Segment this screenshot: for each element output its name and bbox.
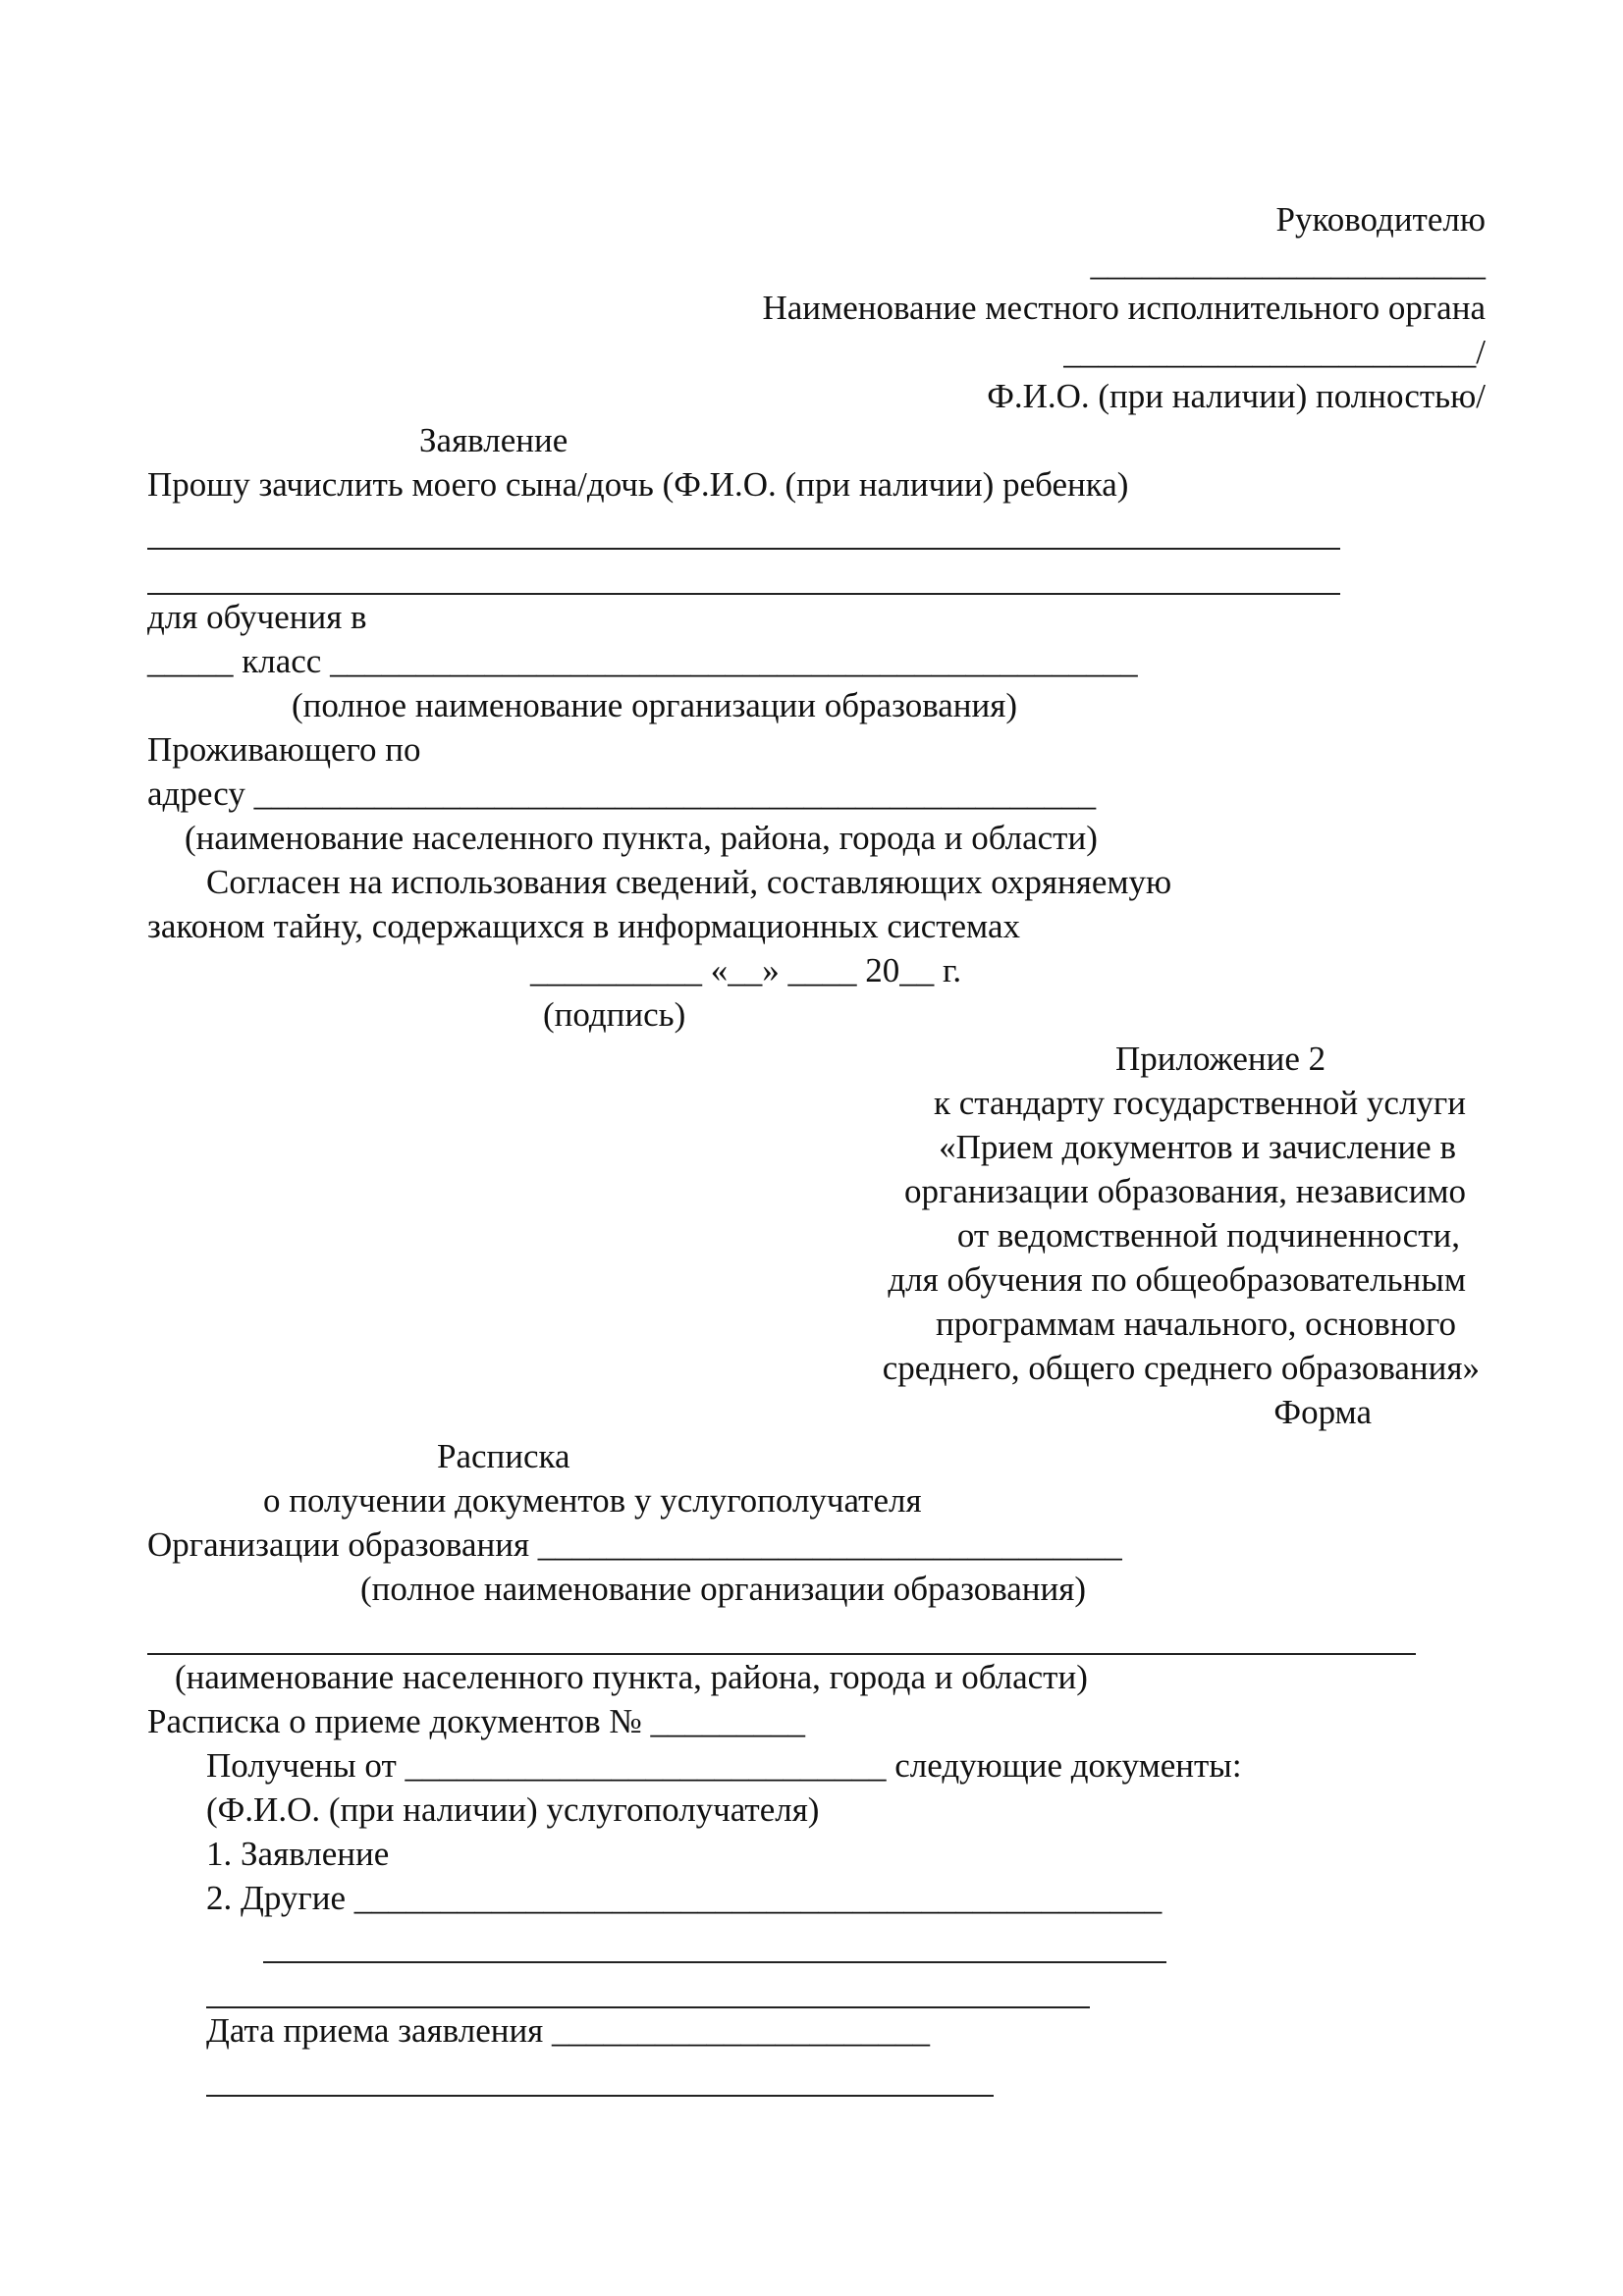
appendix-line: среднего, общего среднего образования»	[882, 1349, 1480, 1387]
class-line[interactable]: _____ класс _______________________________________________	[147, 642, 1138, 680]
child-name-blank-2[interactable]	[147, 593, 1340, 595]
receipt-org-caption: (полное наименование организации образования)	[360, 1570, 1087, 1608]
other-documents-blank-1[interactable]	[263, 1961, 1166, 1963]
form-label: Форма	[1273, 1393, 1372, 1431]
fio-caption: Ф.И.О. (при наличии) полностью/	[987, 377, 1486, 415]
appendix-line: к стандарту государственной услуги	[933, 1084, 1466, 1122]
appendix-line: для обучения по общеобразовательным	[888, 1260, 1466, 1299]
locality-caption: (наименование населенного пункта, района, города и области)	[175, 1658, 1088, 1696]
study-in-text: для обучения в	[147, 598, 367, 636]
appendix-line: от ведомственной подчиненности,	[956, 1216, 1460, 1255]
fio-blank[interactable]: ________________________/	[1063, 333, 1486, 371]
addressee: Руководителю	[1275, 200, 1486, 239]
received-from-line[interactable]: Получены от ____________________________ следующие документы:	[206, 1746, 1242, 1785]
other-documents-blank-2[interactable]	[206, 2006, 1090, 2008]
consent-line-2: законом тайну, содержащихся в информационных системах	[147, 907, 1020, 945]
appendix-line: программам начального, основного	[936, 1305, 1456, 1343]
receipt-subtitle: о получении документов у услугополучателя	[263, 1481, 922, 1520]
child-name-blank-1[interactable]	[147, 548, 1340, 550]
appendix-number: Приложение 2	[1115, 1040, 1326, 1078]
org-caption: (полное наименование организации образования)	[292, 686, 1018, 724]
addressee-blank[interactable]: _______________________	[1090, 244, 1486, 283]
residing-text: Проживающего по	[147, 730, 421, 769]
consent-line-1: Согласен на использования сведений, составляющих охряняемую	[206, 863, 1172, 901]
document-item-1: 1. Заявление	[206, 1835, 390, 1873]
signature-line[interactable]: __________ «__» ____ 20__ г.	[530, 951, 962, 989]
address-line[interactable]: адресу _________________________________________________	[147, 774, 1097, 813]
appendix-line: организации образования, независимо	[904, 1172, 1466, 1210]
address-caption: (наименование населенного пункта, района, города и области)	[185, 819, 1098, 857]
recipient-caption: (Ф.И.О. (при наличии) услугополучателя)	[206, 1790, 820, 1829]
appendix-line: «Прием документов и зачисление в	[939, 1128, 1456, 1166]
request-text: Прошу зачислить моего сына/дочь (Ф.И.О. (при наличии) ребенка)	[147, 465, 1129, 504]
receiver-signature-blank[interactable]	[206, 2095, 994, 2097]
signature-caption: (подпись)	[543, 995, 686, 1034]
authority-caption: Наименование местного исполнительного органа	[762, 289, 1486, 327]
receipt-org-line[interactable]: Организации образования __________________________________	[147, 1525, 1122, 1564]
receipt-date-line[interactable]: Дата приема заявления ______________________	[206, 2011, 931, 2050]
application-title: Заявление	[419, 421, 568, 459]
receipt-title: Расписка	[437, 1437, 570, 1475]
locality-blank[interactable]	[147, 1653, 1416, 1655]
document-item-2[interactable]: 2. Другие _______________________________________________	[206, 1879, 1163, 1917]
receipt-number-line[interactable]: Расписка о приеме документов № _________	[147, 1702, 805, 1740]
